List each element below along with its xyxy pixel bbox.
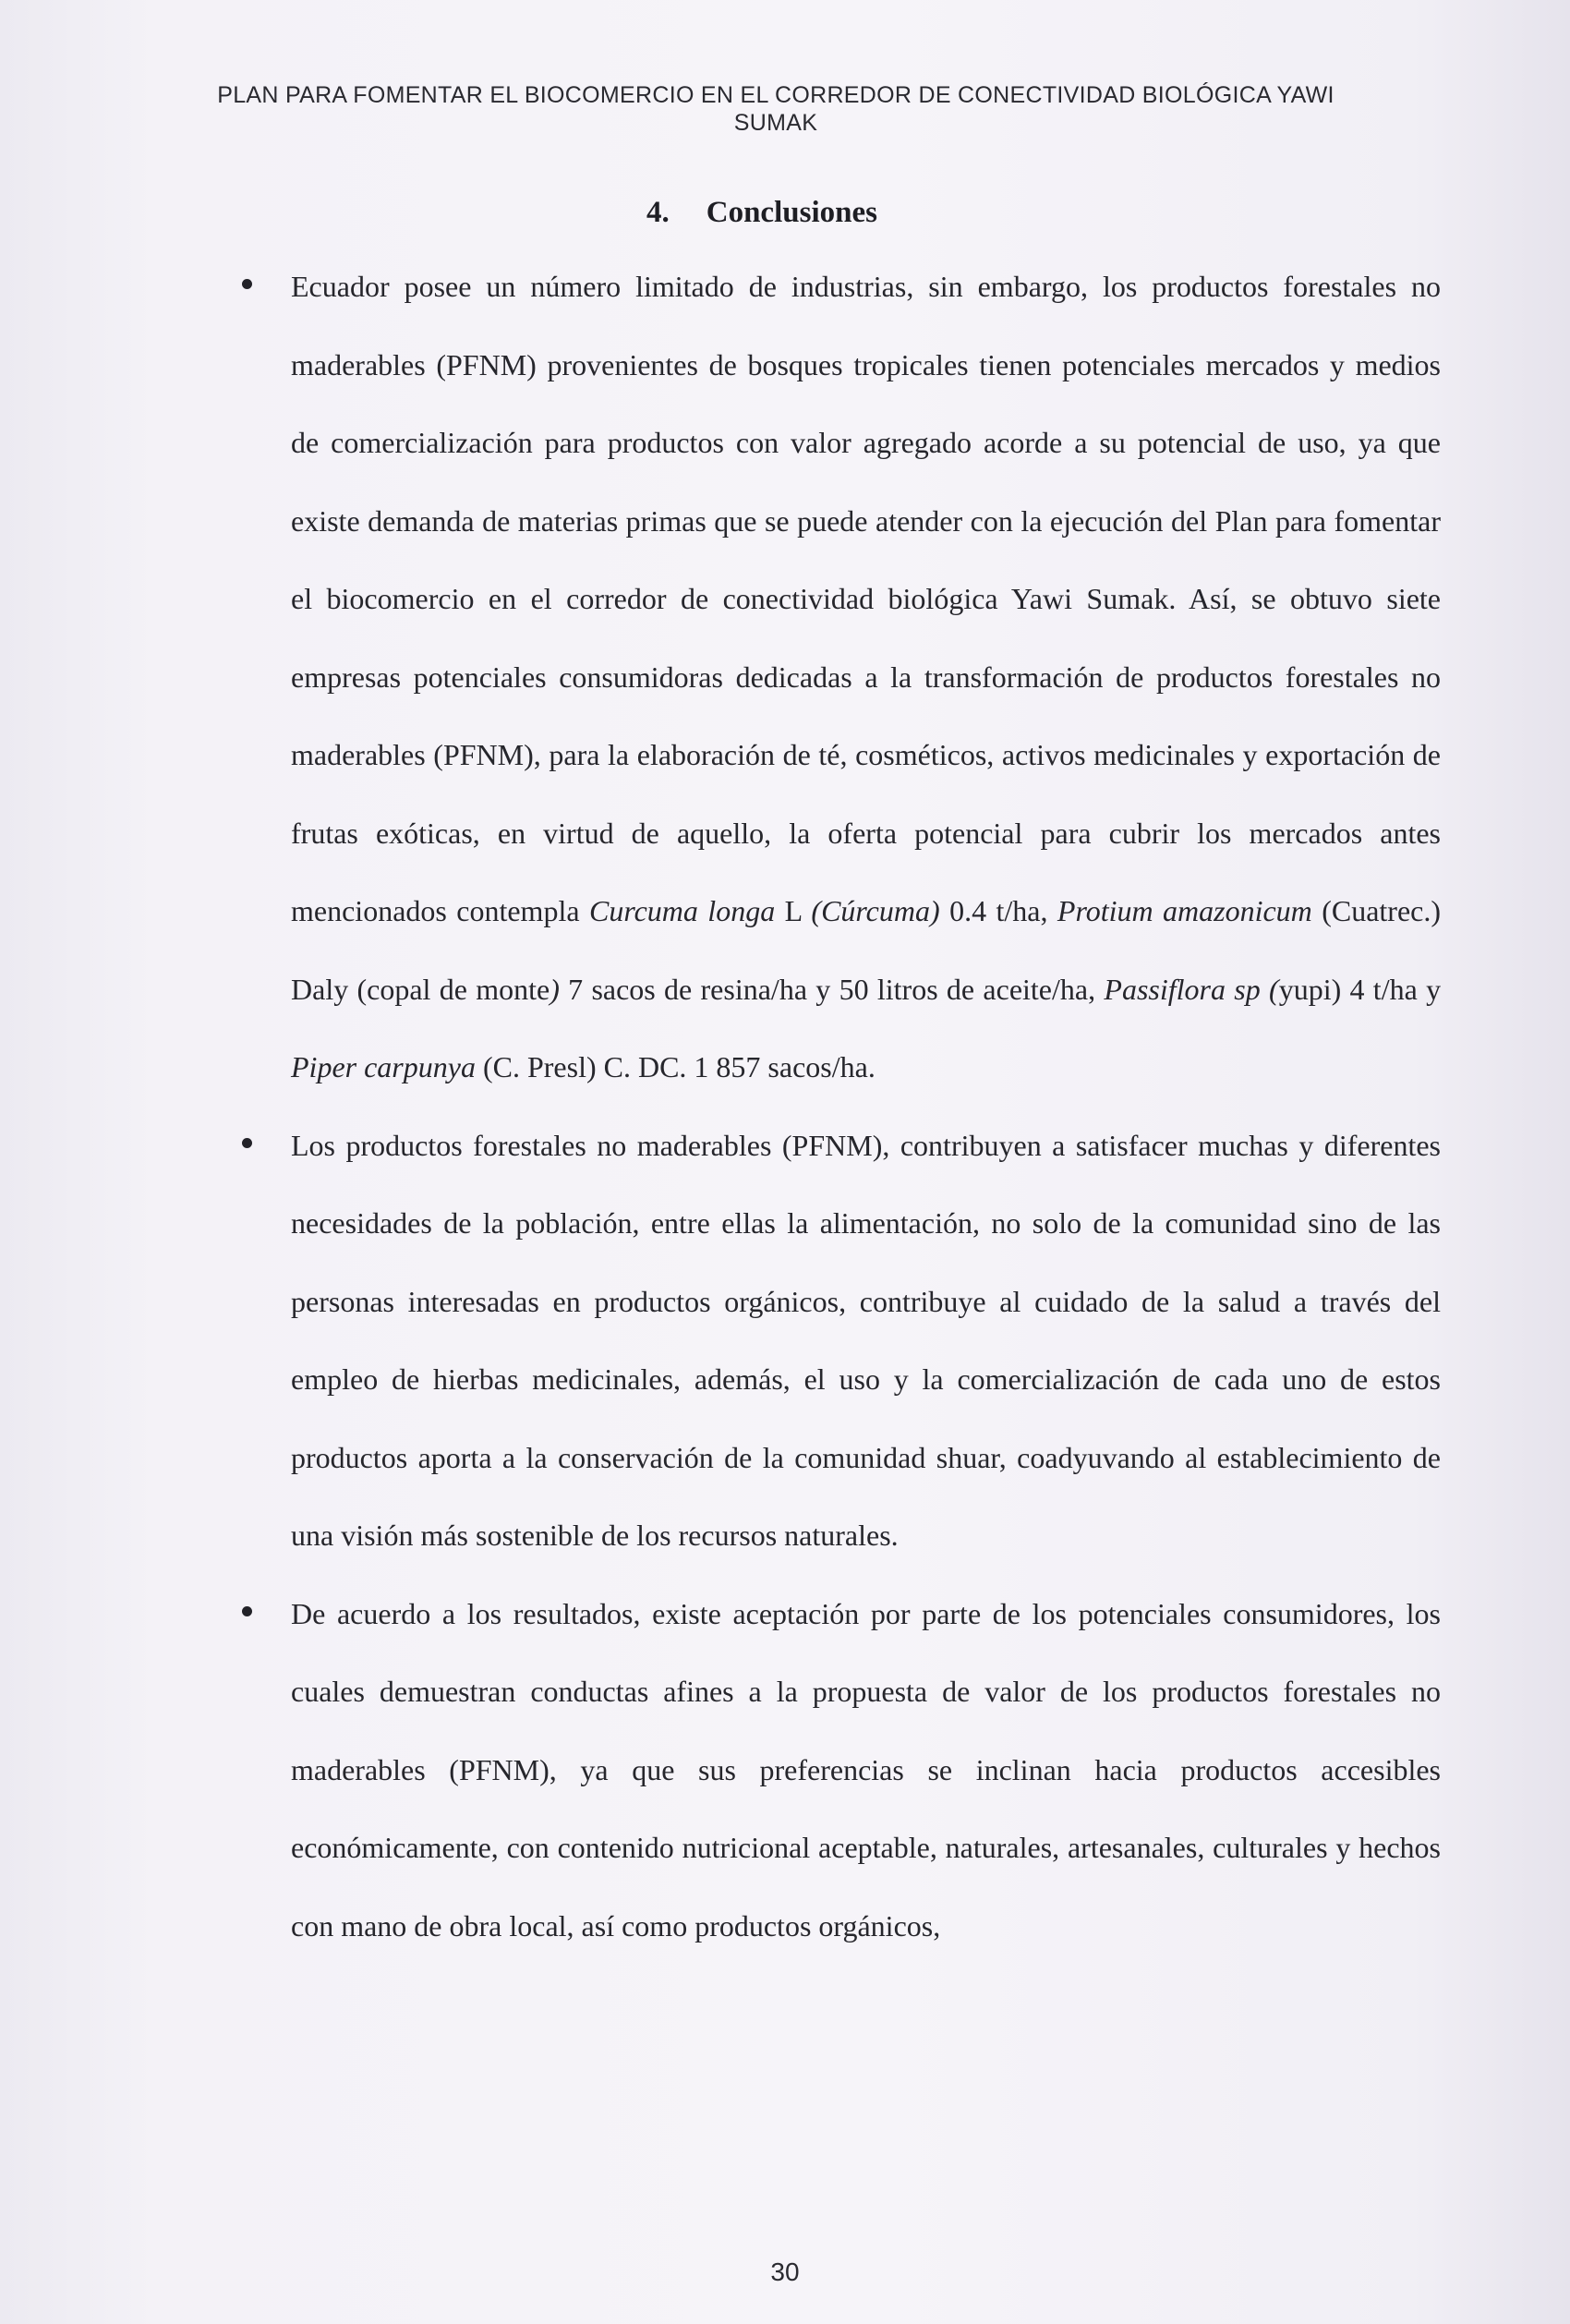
bullet-icon <box>242 1138 252 1148</box>
yield-piper: (C. Presl) C. DC. 1 857 sacos/ha. <box>482 1050 876 1083</box>
list-item <box>222 1575 1441 1966</box>
section-title: Conclusiones <box>706 196 877 229</box>
species-author-curcuma: L <box>784 894 802 927</box>
species-name-protium: Protium amazonicum <box>1057 894 1312 927</box>
conclusion-1-text: Ecuador posee un número limitado de industrias, sin embargo, los productos forestales no maderables (PFNM) provenientes de bosques tropicales tienen potenciales mercados y medios de comercialización para productos con valor agregado acorde a su potencial de uso, ya que existe demanda de materias primas que se puede atender con la ejecución del Plan para fomentar el biocomercio en el corredor de conectividad biológica Yawi Sumak. Así, se obtuvo siete empresas potenciales consumidoras dedicadas a la transformación de productos forestales no maderables (PFNM), para la elaboración de té, cosméticos, activos medicinales y exportación de frutas exóticas, en virtud de aquello, la oferta potencial para cubrir los mercados antes mencionados contempla <box>291 270 1441 927</box>
section-number: 4. <box>646 196 670 229</box>
paren-close-protium: ) <box>550 972 560 1006</box>
yield-curcuma: 0.4 t/ha, <box>949 894 1048 927</box>
species-author-protium: (Cuatrec.) Daly (copal de monte <box>291 894 1442 1006</box>
page-number: 30 <box>770 2257 800 2286</box>
conclusions-list <box>222 248 1441 1965</box>
yield-protium: 7 sacos de resina/ha y 50 litros de aceite/ha, <box>568 972 1096 1006</box>
common-name-curcuma: (Cúrcuma) <box>811 894 940 927</box>
running-header-line-1: PLAN PARA FOMENTAR EL BIOCOMERCIO EN EL CORREDOR DE CONECTIVIDAD BIOLÓGICA YAWI <box>217 82 1334 108</box>
running-header <box>166 81 1385 137</box>
running-header-line-2: SUMAK <box>733 110 818 136</box>
list-item <box>222 248 1441 1107</box>
list-item <box>222 1107 1441 1575</box>
species-name-piper: Piper carpunya <box>291 1050 476 1083</box>
bullet-icon <box>242 279 252 289</box>
species-name-passiflora: Passiflora sp <box>1104 972 1261 1006</box>
yield-passiflora: yupi) 4 t/ha y <box>1278 972 1442 1006</box>
conclusion-2-text: Los productos forestales no maderables (PFNM), contribuyen a satisfacer muchas y diferentes necesidades de la población, entre ellas la alimentación, no solo de la comunidad sino de las personas interesadas en productos orgánicos, contribuye al cuidado de la salud a través del empleo de hierbas medicinales, además, el uso y la comercialización de cada uno de estos productos aporta a la conservación de la comunidad shuar, coadyuvando al establecimiento de una visión más sostenible de los recursos naturales. <box>291 1128 1441 1552</box>
conclusion-3-text: De acuerdo a los resultados, existe aceptación por parte de los potenciales consumidores, los cuales demuestran conductas afines a la propuesta de valor de los productos forestales no maderables (PFNM), ya que sus preferencias se inclinan hacia productos accesibles económicamente, con contenido nutricional aceptable, naturales, artesanales, culturales y hechos con mano de obra local, así como productos orgánicos, <box>291 1596 1441 1943</box>
section-heading <box>646 196 1016 230</box>
paren-open-passiflora: ( <box>1269 972 1279 1006</box>
species-name-curcuma: Curcuma longa <box>588 894 776 927</box>
bullet-icon <box>242 1606 252 1616</box>
